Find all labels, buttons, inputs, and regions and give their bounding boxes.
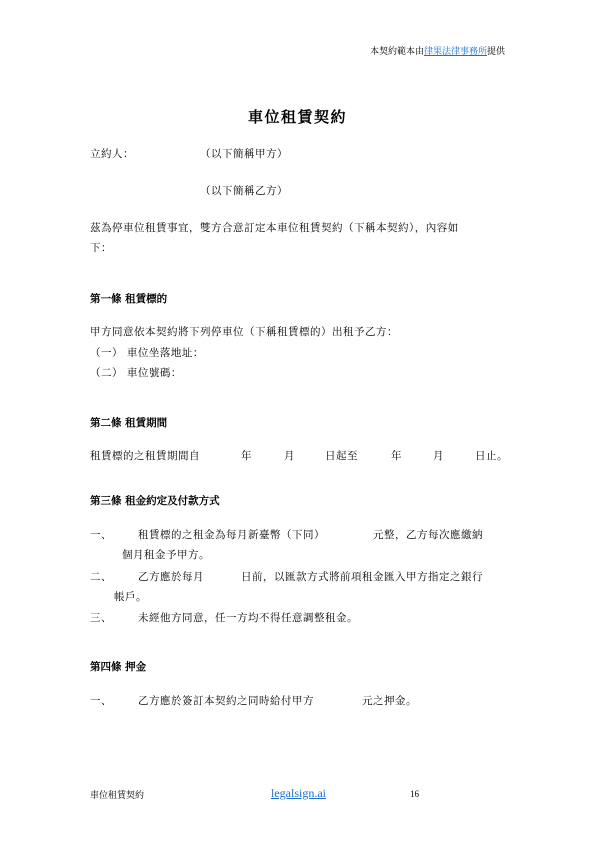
article-3-item-2-c: 帳戶。 — [114, 591, 147, 603]
article-2-month-1: 月 — [284, 450, 295, 462]
article-2-heading: 第二條 租賃期間 — [90, 417, 168, 429]
party-label: 立約人： — [90, 148, 134, 160]
article-2-day-2: 日止。 — [475, 450, 508, 462]
article-3-item-1-c: 個月租金予甲方。 — [122, 549, 210, 561]
current-page: 1 — [410, 789, 415, 799]
article-2-text-a: 租賃標的之租賃期間自 — [90, 450, 200, 462]
article-2-year-1: 年 — [241, 450, 252, 462]
preamble-line-1: 茲為停車位租賃事宜，雙方合意訂定本車位租賃契約（下稱本契約），內容如 — [90, 222, 459, 234]
article-3-item-1-b: 元整，乙方每次應繳納 — [373, 529, 483, 541]
article-3-number-2: 二、 — [90, 571, 112, 583]
article-3-item-2-b: 日前，以匯款方式將前項租金匯入甲方指定之銀行 — [241, 571, 483, 583]
preamble-line-2: 下： — [90, 242, 112, 254]
article-3-item-1-a: 租賃標的之租金為每月新臺幣（下同） — [138, 529, 325, 541]
document-title: 車位租賃契約 — [247, 108, 347, 126]
article-4-item-1-a: 乙方應於簽訂本契約之同時給付甲方 — [138, 695, 314, 707]
article-4-item-1-b: 元之押金。 — [362, 695, 417, 707]
article-2-month-2: 月 — [433, 450, 444, 462]
article-2-day-1: 日起至 — [325, 450, 358, 462]
header-prefix: 本契約範本由 — [369, 47, 424, 57]
article-3-number-3: 三、 — [90, 612, 112, 624]
total-pages: 6 — [414, 789, 419, 799]
footer-document-name: 車位租賃契約 — [90, 791, 145, 801]
article-2-year-2: 年 — [391, 450, 402, 462]
party-b-note: （以下簡稱乙方） — [200, 185, 288, 197]
article-3-item-3: 未經他方同意，任一方均不得任意調整租金。 — [138, 612, 358, 624]
article-3-heading: 第三條 租金約定及付款方式 — [90, 495, 220, 507]
article-1-text: 甲方同意依本契約將下列停車位（下稱租賃標的）出租予乙方： — [90, 326, 398, 338]
law-firm-link[interactable]: 律果法律事務所 — [423, 47, 487, 57]
article-1-item-2: （二） 車位號碼： — [90, 367, 182, 379]
article-3-number-1: 一、 — [90, 529, 112, 541]
article-1-item-1: （一） 車位坐落地址： — [90, 347, 204, 359]
article-4-number-1: 一、 — [90, 695, 112, 707]
header-suffix: 提供 — [486, 47, 505, 57]
article-3-item-2-a: 乙方應於每月 — [138, 571, 204, 583]
page-header — [370, 44, 505, 57]
footer-site-link[interactable]: legalsign.ai — [271, 786, 326, 800]
party-a-note: （以下簡稱甲方） — [200, 148, 288, 160]
page-number — [410, 789, 419, 799]
article-4-heading: 第四條 押金 — [90, 661, 147, 673]
article-1-heading: 第一條 租賃標的 — [90, 293, 168, 305]
